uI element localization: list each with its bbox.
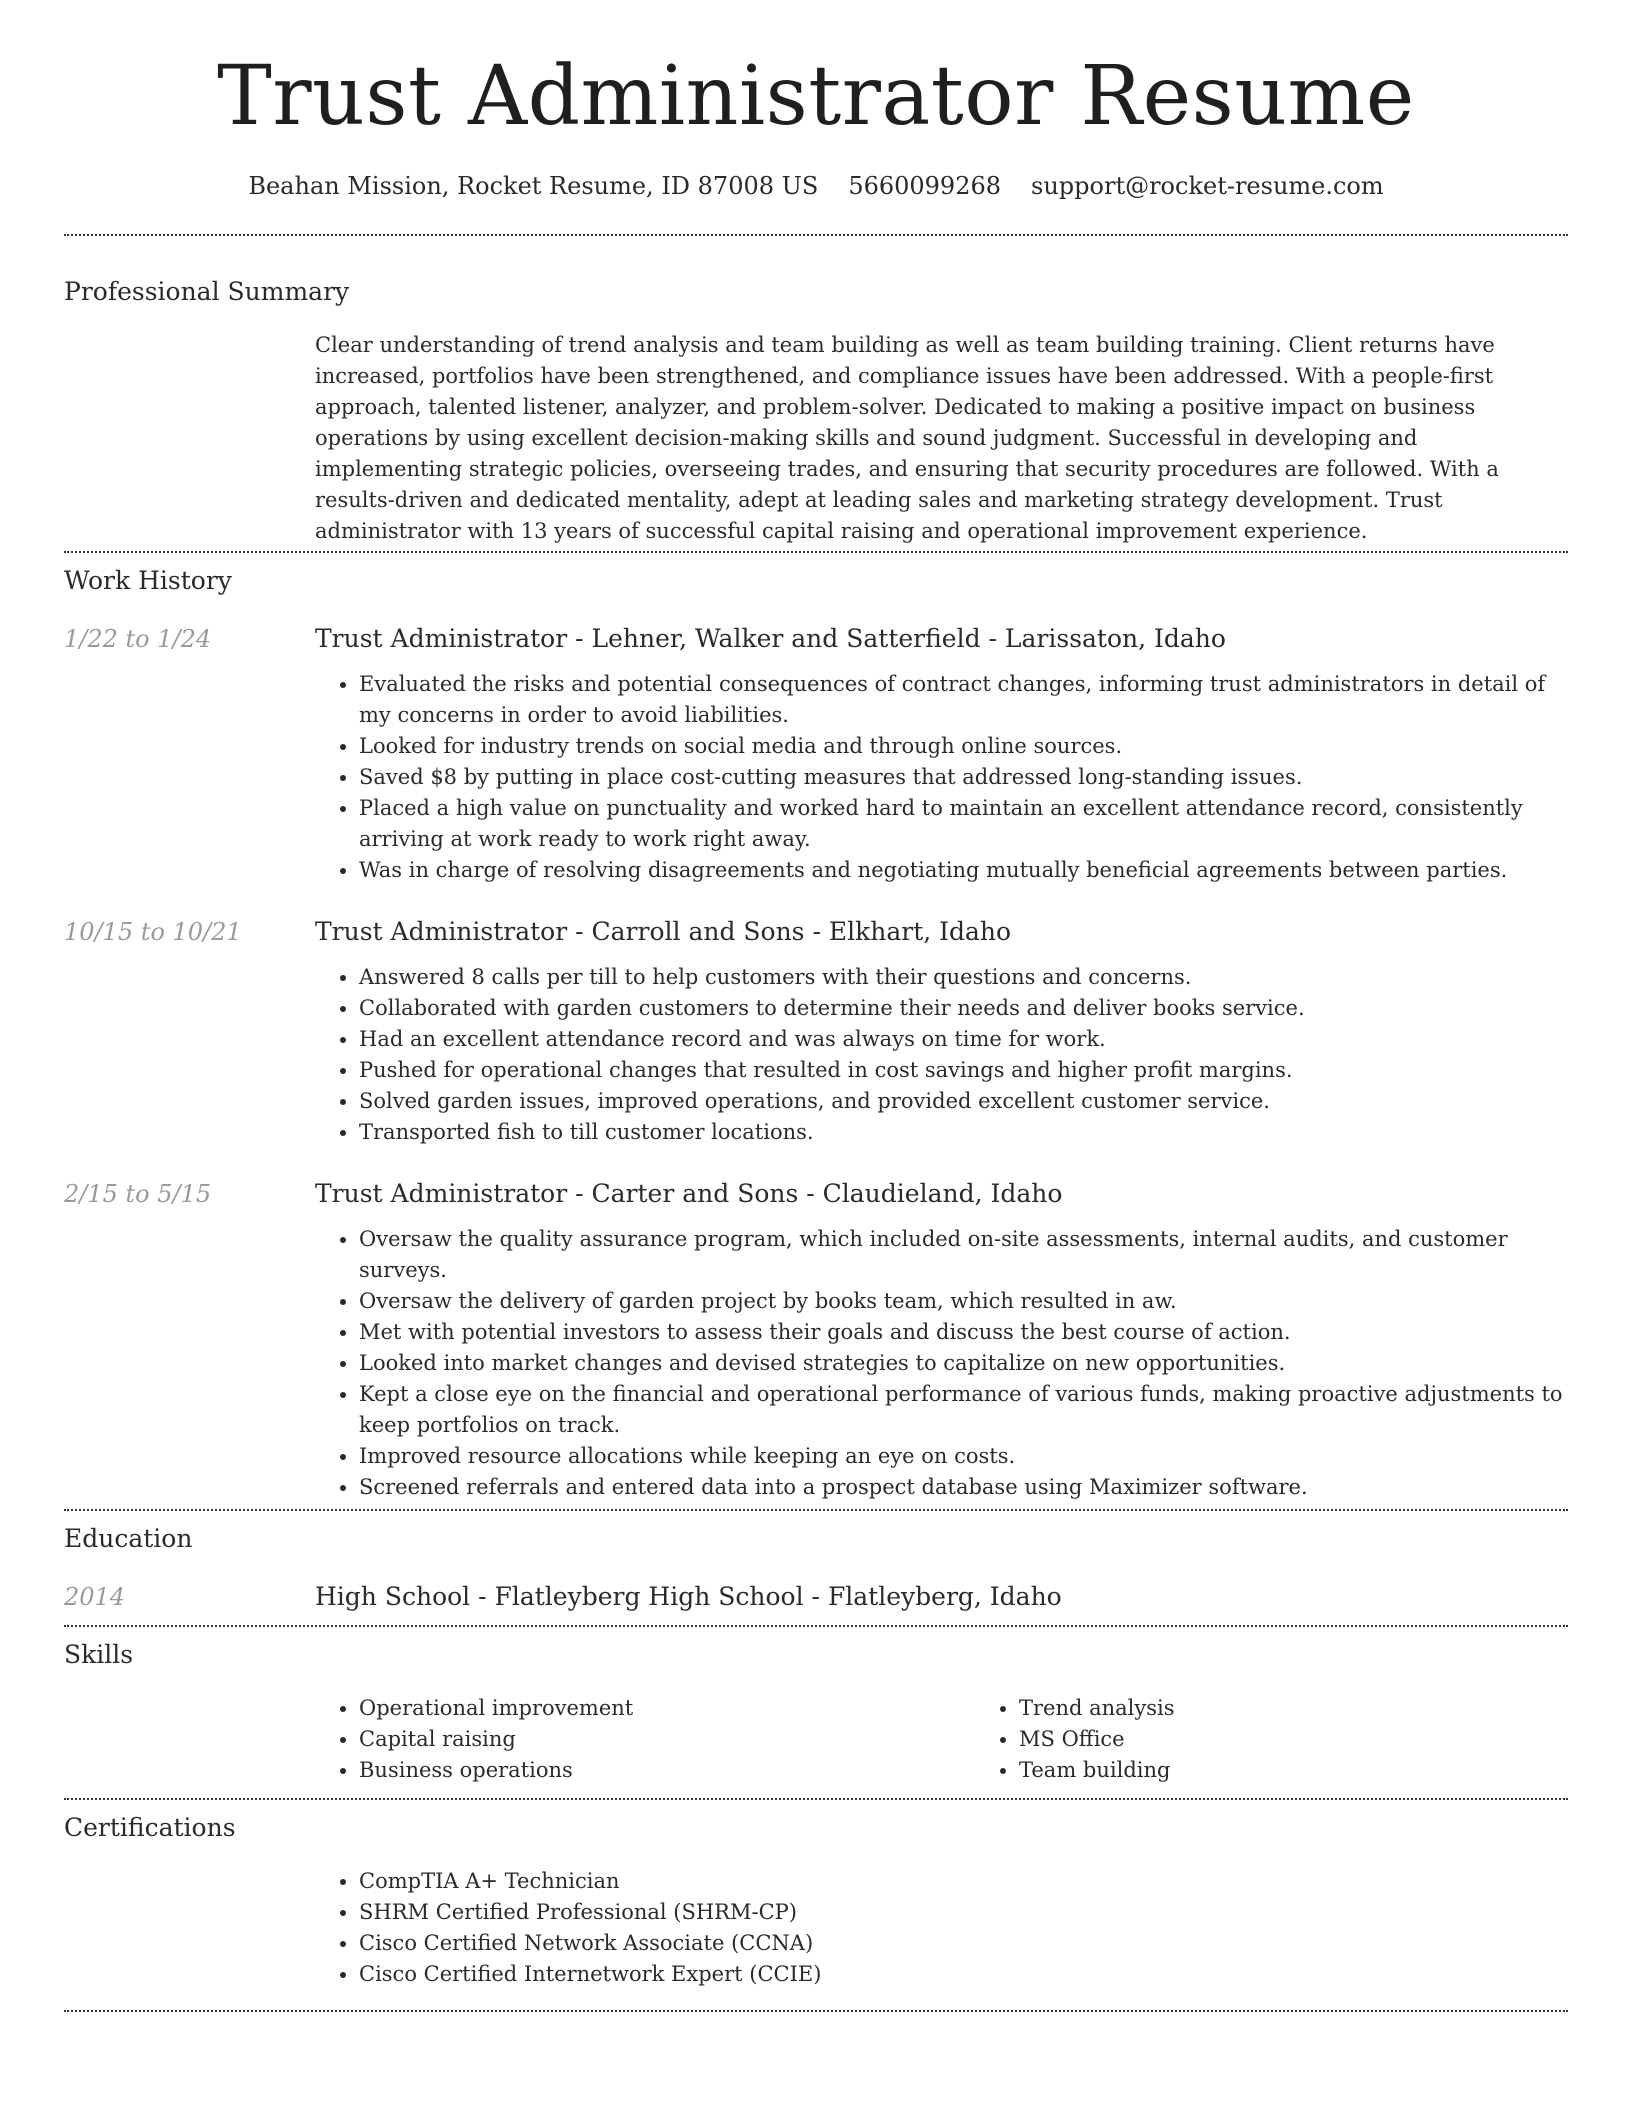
job-bullet: • Kept a close eye on the financial and operational performance of various funds, making proactive adjustments to keep portfolios on track.	[359, 1379, 1568, 1441]
skill-item: • Team building	[1019, 1755, 1568, 1786]
job-entry	[64, 623, 1568, 886]
job-bullet: • Had an excellent attendance record and was always on time for work.	[359, 1024, 1568, 1055]
summary-body	[315, 330, 1568, 547]
education-section	[64, 1523, 1568, 1613]
job-bullet: • Looked into market changes and devised strategies to capitalize on new opportunities.	[359, 1348, 1568, 1379]
certification-item: • CompTIA A+ Technician	[359, 1866, 1568, 1897]
summary-text: Clear understanding of trend analysis and team building as well as team building training. Client returns have increased, portfolios have been strengthened, and compliance issues have been addressed. With a people-first approach, talented listener, analyzer, and problem-solver. Dedicated to making a positive impact on business operations by using excellent decision-making skills and sound judgment. Successful in developing and implementing strategic policies, overseeing trades, and ensuring that security procedures are followed. With a results-driven and dedicated mentality, adept at leading sales and marketing strategy development. Trust administrator with 13 years of successful capital raising and operational improvement experience.	[315, 333, 1499, 543]
section-heading-education: Education	[64, 1524, 193, 1553]
job-bullet: • Was in charge of resolving disagreements and negotiating mutually beneficial agreements between parties.	[359, 855, 1568, 886]
contact-line	[64, 170, 1568, 202]
education-title: High School - Flatleyberg High School - Flatleyberg, Idaho	[315, 1582, 1062, 1611]
skill-item: • MS Office	[1019, 1724, 1568, 1755]
divider	[64, 2010, 1568, 2012]
skill-item: • Operational improvement	[359, 1693, 975, 1724]
job-bullet: • Looked for industry trends on social media and through online sources.	[359, 731, 1568, 762]
skills-list-right	[975, 1693, 1568, 1786]
contact-address: Beahan Mission, Rocket Resume, ID 87008 US	[248, 172, 819, 200]
job-bullets	[315, 1224, 1568, 1503]
section-heading-work: Work History	[64, 566, 232, 595]
job-title: Trust Administrator - Carter and Sons - Claudieland, Idaho	[315, 1179, 1063, 1208]
job-bullet: • Oversaw the quality assurance program, which included on-site assessments, internal audits, and customer surveys.	[359, 1224, 1568, 1286]
job-bullet: • Pushed for operational changes that resulted in cost savings and higher profit margins.	[359, 1055, 1568, 1086]
skill-item: • Business operations	[359, 1755, 975, 1786]
certifications-section	[64, 1812, 1568, 1990]
resume-title: Trust Administrator Resume	[217, 49, 1415, 144]
skill-item: • Capital raising	[359, 1724, 975, 1755]
certifications-body	[315, 1866, 1568, 1990]
job-entry	[64, 916, 1568, 1148]
job-dates: 1/22 to 1/24	[64, 625, 212, 653]
job-bullets	[315, 669, 1568, 886]
education-entry	[64, 1581, 1568, 1613]
job-entry	[64, 1178, 1568, 1503]
summary-section	[64, 276, 1568, 547]
job-body	[315, 916, 1568, 1148]
job-bullet: • Transported fish to till customer locations.	[359, 1117, 1568, 1148]
job-bullet: • Screened referrals and entered data into a prospect database using Maximizer software.	[359, 1472, 1568, 1503]
education-body	[315, 1581, 1568, 1613]
contact-phone: 5660099268	[848, 172, 1002, 200]
skills-row	[64, 1693, 1568, 1786]
job-bullet: • Placed a high value on punctuality and worked hard to maintain an excellent attendance record, consistently arriving at work ready to work right away.	[359, 793, 1568, 855]
section-heading-summary: Professional Summary	[64, 277, 350, 306]
job-bullet: • Solved garden issues, improved operations, and provided excellent customer service.	[359, 1086, 1568, 1117]
section-heading-skills: Skills	[64, 1640, 134, 1669]
contact-email: support@rocket-resume.com	[1031, 172, 1384, 200]
job-title: Trust Administrator - Carroll and Sons - Elkhart, Idaho	[315, 917, 1012, 946]
education-date: 2014	[64, 1583, 126, 1611]
work-section	[64, 565, 1568, 1503]
certifications-row	[64, 1866, 1568, 1990]
job-bullet: • Oversaw the delivery of garden project by books team, which resulted in aw.	[359, 1286, 1568, 1317]
divider	[64, 1798, 1568, 1800]
job-title: Trust Administrator - Lehner, Walker and Satterfield - Larissaton, Idaho	[315, 624, 1226, 653]
certifications-list	[315, 1866, 1568, 1990]
section-heading-certifications: Certifications	[64, 1813, 236, 1842]
job-bullet: • Answered 8 calls per till to help customers with their questions and concerns.	[359, 962, 1568, 993]
divider	[64, 234, 1568, 236]
job-body	[315, 1178, 1568, 1503]
skills-section	[64, 1639, 1568, 1786]
job-bullet: • Improved resource allocations while keeping an eye on costs.	[359, 1441, 1568, 1472]
skill-item: • Trend analysis	[1019, 1693, 1568, 1724]
certification-item: • Cisco Certified Network Associate (CCNA)	[359, 1928, 1568, 1959]
divider	[64, 1509, 1568, 1511]
job-bullet: • Saved $8 by putting in place cost-cutting measures that addressed long-standing issues.	[359, 762, 1568, 793]
job-bullet: • Collaborated with garden customers to determine their needs and deliver books service.	[359, 993, 1568, 1024]
certification-item: • Cisco Certified Internetwork Expert (CCIE)	[359, 1959, 1568, 1990]
divider	[64, 551, 1568, 553]
skills-list-left	[315, 1693, 975, 1786]
divider	[64, 1625, 1568, 1627]
job-dates: 10/15 to 10/21	[64, 918, 242, 946]
job-body	[315, 623, 1568, 886]
skills-grid	[315, 1693, 1568, 1786]
certification-item: • SHRM Certified Professional (SHRM-CP)	[359, 1897, 1568, 1928]
job-dates: 2/15 to 5/15	[64, 1180, 212, 1208]
job-bullets	[315, 962, 1568, 1148]
summary-row	[64, 330, 1568, 547]
job-bullet: • Met with potential investors to assess their goals and discuss the best course of action.	[359, 1317, 1568, 1348]
job-bullet: • Evaluated the risks and potential consequences of contract changes, informing trust administrators in detail of my concerns in order to avoid liabilities.	[359, 669, 1568, 731]
